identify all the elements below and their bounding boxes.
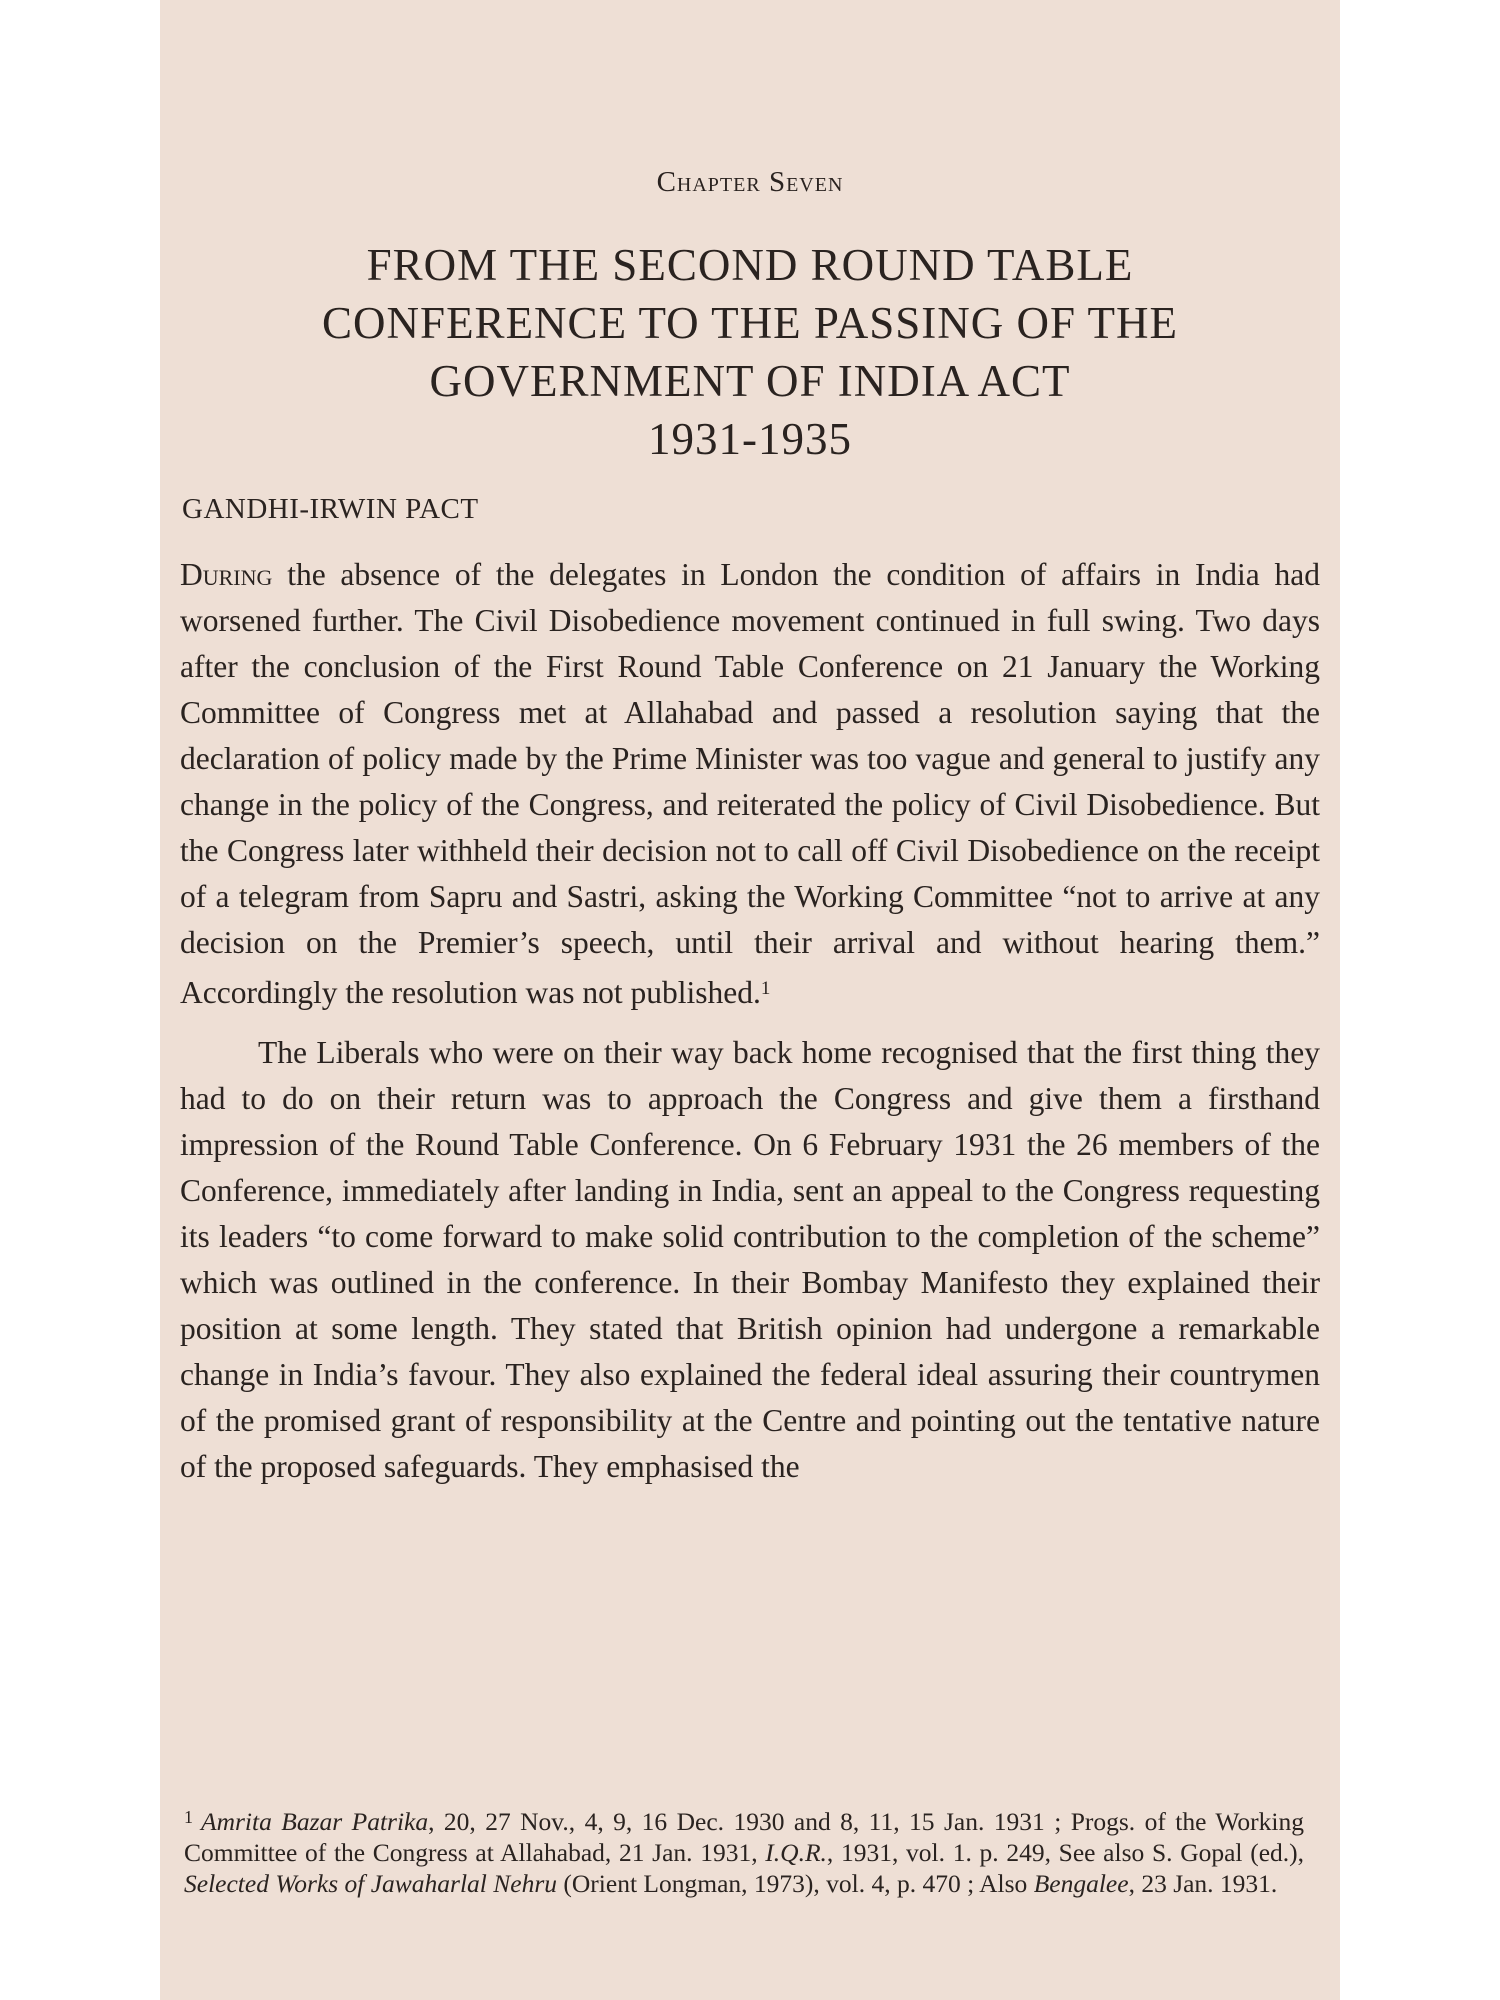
footnote: [184, 1802, 1304, 1899]
footnote-text-3: (Orient Longman, 1973), vol. 4, p. 470 ; Also: [557, 1869, 1034, 1898]
title-years: 1931-1935: [648, 414, 852, 464]
book-page: [160, 0, 1340, 2000]
title-line-1: FROM THE SECOND ROUND TABLE: [366, 240, 1134, 290]
title-line-2: CONFERENCE TO THE PASSING OF THE: [322, 298, 1178, 348]
footnote-text-1: , 20, 27 Nov., 4, 9, 16 Dec. 1930 and 8, 11, 15 Jan. 1931 ; Progs. of the Working Committee of the Congress at Allahabad, 21 Jan. 1931,: [184, 1807, 1304, 1867]
paragraph-1-opening-word: During: [180, 557, 273, 592]
footnote-source-1: Amrita Bazar Patrika: [201, 1807, 429, 1836]
footnote-reference: 1: [760, 978, 771, 999]
footnote-mark: 1: [184, 1807, 193, 1827]
footnote-source-3: Selected Works of Jawaharlal Nehru: [184, 1869, 558, 1898]
footnote-source-4: Bengalee: [1033, 1869, 1129, 1898]
paragraph-1-text: the absence of the delegates in London the condition of affairs in India had worsened further. The Civil Disobedience movement continued in full swing. Two days after the conclusion of the First Round Table Conference on 21 January the Working Committee of Congress met at Allahabad and passed a resolution saying that the declaration of policy made by the Prime Minister was too vague and general to justify any change in the policy of the Congress, and reiterated the policy of Civil Disobedience. But the Congress later withheld their decision not to call off Civil Disobedience on the receipt of a telegram from Sapru and Sastri, asking the Working Committee “not to arrive at any decision on the Premier’s speech, until their arrival and without hearing them.” Accordingly the resolution was not published.: [180, 557, 1320, 1010]
title-line-3: GOVERNMENT OF INDIA ACT: [429, 356, 1071, 406]
footnote-source-2: I.Q.R.: [765, 1838, 827, 1867]
footnote-text-4: , 23 Jan. 1931.: [1128, 1869, 1278, 1898]
footnote-text-2: , 1931, vol. 1. p. 249, See also S. Gopal (ed.),: [826, 1838, 1305, 1867]
chapter-title: [220, 236, 1280, 468]
paragraph-2: The Liberals who were on their way back home recognised that the first thing they had to do on their return was to approach the Congress and give them a firsthand impression of the Round Table Conference. On 6 February 1931 the 26 members of the Conference, immediately after landing in India, sent an appeal to the Congress requesting its leaders “to come forward to make solid contribution to the completion of the scheme” which was outlined in the conference. In their Bombay Manifesto they explained their position at some length. They stated that British opinion had undergone a remarkable change in India’s favour. They also explained the federal ideal assuring their countrymen of the promised grant of responsibility at the Centre and pointing out the tentative nature of the proposed safeguards. They emphasised the: [180, 1035, 1320, 1484]
section-heading: GANDHI-IRWIN PACT: [182, 493, 479, 525]
paragraph-1: [180, 552, 1320, 1016]
chapter-label: Chapter Seven: [656, 166, 844, 198]
body-text: [180, 552, 1320, 1490]
